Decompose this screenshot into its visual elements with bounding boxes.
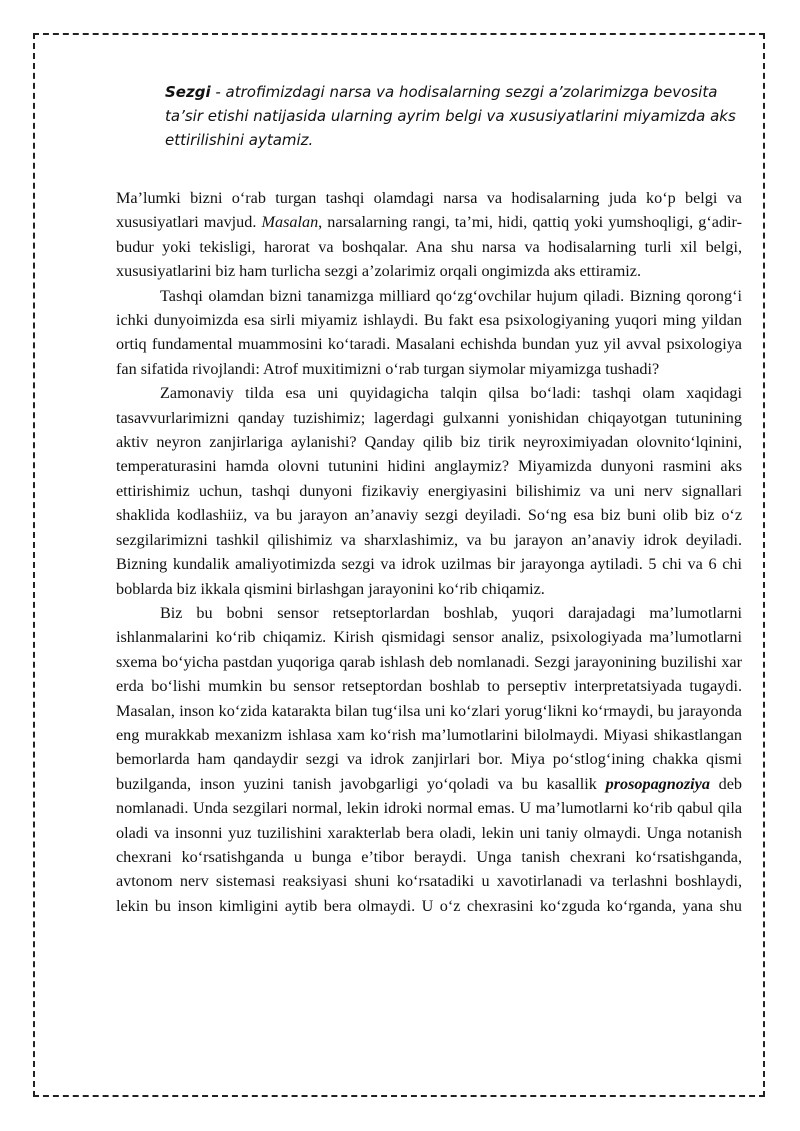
paragraph-1-italic: Masalan [261,213,319,232]
definition-block [165,80,745,152]
paragraph-4-text-a: Biz bu bobni sensor retseptorlardan boshlab, yuqori darajadagi ma’lumotlarni ishlanmalarini ko‘rib chiqamiz. Kirish qismidagi sensor analiz, psixologiyada ma’lumotlarni sxema bo‘yicha pastdan yuqoriga qarab ishlash deb nomlanadi. Sezgi jarayonining buzilishi xar erda bo‘lishi mumkin bu sensor retseptordan boshlab to perseptiv interpretatsiyada tugaydi. Masalan, inson ko‘zida katarakta bilan tug‘ilsa uni ko‘zlari yorug‘likni ko‘rmaydi, bu jarayonda eng murakkab mexanizm ishlasa xam ko‘rish ma’lumotlarini bilolmaydi. Miyasi shikastlangan bemorlarda ham qandaydir sezgi va idrok zanjirlari bor. Miya po‘stlog‘ining chakka qismi buzilganda, inson yuzini tanish javobgarligi yo‘qoladi va bu kasallik [116,603,742,793]
paragraph-2: Tashqi olamdan bizni tanamizga milliard qo‘zg‘ovchilar hujum qiladi. Bizning qorong‘i ichki dunyoimizda esa sirli miyamiz ishlaydi. Bu fakt esa psixologiyaning yuqori ming yildan ortiq fundamental muammosini ko‘taradi. Masalani echishda bundan yuz yil avval psixologiya fan sifatida rivojlandi: Atrof muxitimizni o‘rab turgan siymolar miyamizga tushadi? [116,286,742,378]
paragraph-3: Zamonaviy tilda esa uni quyidagicha talqin qilsa bo‘ladi: tashqi olam xaqidagi tasavvurlarimizni qanday tuzishimiz; lagerdagi gulxanni yonishidan chiqayotgan tutunining aktiv neyron zanjirlariga aylanishi? Qanday qilib biz tirik neyroximiyadan olovnito‘lqinini, temperaturasini hamda olovni tutunini hidini anglaymiz? Miyamizda dunyoni rasmini aks ettirishimiz uchun, tashqi dunyoni fizikaviy energiyasini bilishimiz va uni nerv signallari shaklida kodlashiiz, va bu jarayon an’anaviy sezgi deyiladi. So‘ng esa biz buni olib biz o‘z sezgilarimizni tashkil qilishimiz va sharxlashimiz, va bu jarayon an’anaviy idrok deyiladi. Bizning kundalik amaliyotimizda sezgi va idrok uzilmas bir jarayonga aytiladi. 5 chi va 6 chi boblarda biz ikkala qismini birlashgan jarayonini ko‘rib chiqamiz. [116,384,742,598]
paragraph-4-text-b: deb nomlanadi. Unda sezgilari normal, lekin idroki normal emas. U ma’lumotlarni ko‘rib qabul qila oladi va insonni yuz tuzilishini xarakterlab bera oladi, lekin uni taniy olmaydi. Unga notanish chexrani ko‘rsatishganda u bunga e’tibor beraydi. Unga tanish chexrani ko‘rsatishganda, avtonom nerv sistemasi reaksiyasi shuni ko‘rsatadiki u xavotirlanadi va terlashni boshlaydi, lekin bu inson kimligini aytib bera olmaydi. U o‘z chexrasini ko‘zguda ko‘rganda, yana shu [116,774,743,915]
body-text [116,186,742,918]
paragraph-4 [116,601,742,918]
paragraph-4-term: prosopagnoziya [605,774,710,793]
definition-text: - atrofimizdagi narsa va hodisalarning sezgi a’zolarimizga bevosita ta’sir etishi natijasida ularning ayrim belgi va xususiyatlarini miyamizda aks ettirilishini aytamiz. [165,83,736,149]
paragraph-1-text-b: , narsalarning rangi, ta’mi, hidi, qattiq yoki yumshoqligi, g‘adir-budur yoki tekisligi, harorat va boshqalar. Ana shu narsa va hodisalarning turli xil belgi, xususiyatlarini biz ham turlicha sezgi a’zolarimiz orqali ongimizda aks ettiramiz. [116,213,742,281]
paragraph-1 [116,186,742,284]
definition-term: Sezgi [165,83,211,101]
paragraph-1-text-a: Ma’lumki bizni o‘rab turgan tashqi olamdagi narsa va hodisalarning juda ko‘p belgi va xususiyatlari mavjud. [116,189,742,232]
